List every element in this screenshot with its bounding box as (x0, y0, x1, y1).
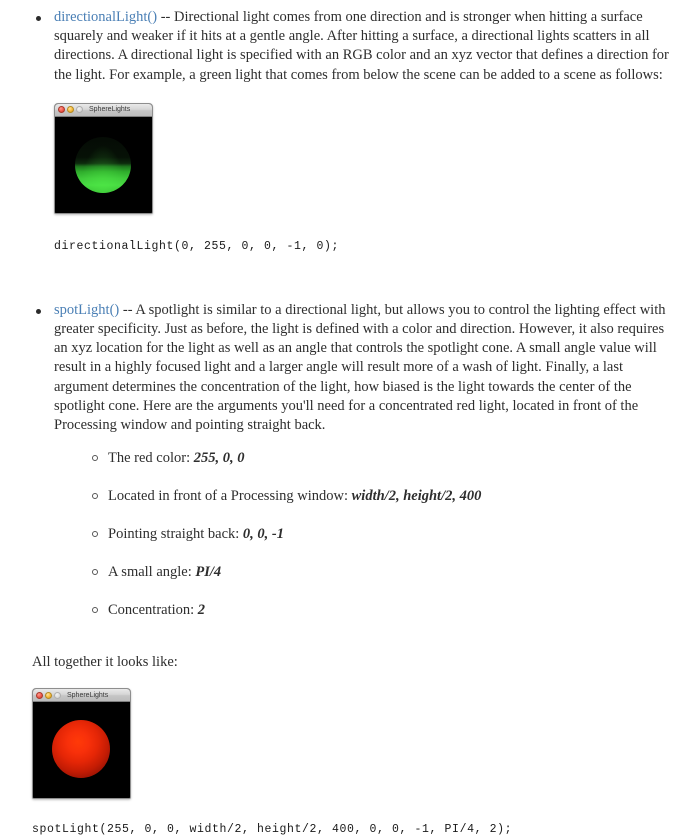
sphere-lights-window-green (54, 103, 153, 214)
directional-light-link[interactable]: directionalLight() (54, 9, 158, 25)
argument-item-red-color (90, 449, 672, 467)
lighting-functions-list (24, 8, 672, 619)
argument-label: A small angle: (108, 564, 192, 581)
sketch-canvas-green (55, 117, 152, 213)
red-lit-sphere (52, 720, 110, 778)
zoom-button-icon[interactable] (76, 106, 83, 113)
argument-value: 255, 0, 0 (193, 450, 245, 467)
code-directional-light: directionalLight(0, 255, 0, 0, -1, 0); (54, 239, 340, 253)
close-button-icon[interactable] (58, 106, 65, 113)
sketch-canvas-red (33, 702, 130, 798)
zoom-button-icon[interactable] (54, 692, 61, 699)
directional-light-body: -- Directional light comes from one direction and is stronger when hitting a surface squarely and weaker if it hits at a gentle angle. After hitting a surface, a directional lights scatters in all directions. A directional light is specified with an RGB color and an xyz vector that defines a direction for the light. For example, a green light that comes from below the scene can be added to a scene as follows: (54, 9, 669, 83)
argument-value: 2 (197, 602, 206, 619)
argument-item-location (90, 487, 672, 505)
argument-label: Located in front of a Processing window: (108, 488, 349, 505)
argument-label: Concentration: (108, 602, 195, 619)
spot-light-link[interactable]: spotLight() (54, 301, 120, 318)
spot-light-arguments-list (54, 449, 672, 619)
argument-value: 0, 0, -1 (242, 526, 285, 543)
all-together-text: All together it looks like: (32, 654, 178, 671)
directional-light-paragraph (54, 8, 672, 85)
spot-light-paragraph (54, 301, 672, 435)
sphere-lights-window-red (32, 688, 131, 799)
argument-item-direction (90, 525, 672, 543)
argument-item-angle (90, 563, 672, 581)
argument-label: The red color: (108, 450, 191, 467)
window-title: SphereLights (89, 106, 131, 114)
close-button-icon[interactable] (36, 692, 43, 699)
list-item-spot-light (32, 301, 672, 619)
argument-item-concentration (90, 601, 672, 619)
minimize-button-icon[interactable] (45, 692, 52, 699)
code-spot-light: spotLight(255, 0, 0, width/2, height/2, 400, 0, 0, -1, PI/4, 2); (32, 823, 513, 836)
argument-label: Pointing straight back: (108, 526, 240, 543)
green-lit-sphere (75, 137, 131, 193)
argument-value: width/2, height/2, 400 (351, 488, 482, 505)
argument-value: PI/4 (195, 564, 222, 581)
window-titlebar (33, 689, 130, 702)
minimize-button-icon[interactable] (67, 106, 74, 113)
window-titlebar (55, 104, 152, 117)
list-item-directional-light (32, 8, 672, 253)
window-title: SphereLights (67, 691, 109, 699)
spot-light-body: -- A spotlight is similar to a directional light, but allows you to control the lighting effect with greater specificity. Just as before, the light is defined with a color and direction. However, it also requires an xyz location for the light as well as an angle that controls the spotlight cone. A small angle value will result in a highly focused light and a larger angle will result more of a wash of light. Finally, a last argument determines the concentration of the light, how biased is the light towards the center of the spotlight cone. Here are the arguments you'll need for a concentrated red light, located in front of the Processing window and pointing straight back. (54, 301, 666, 434)
